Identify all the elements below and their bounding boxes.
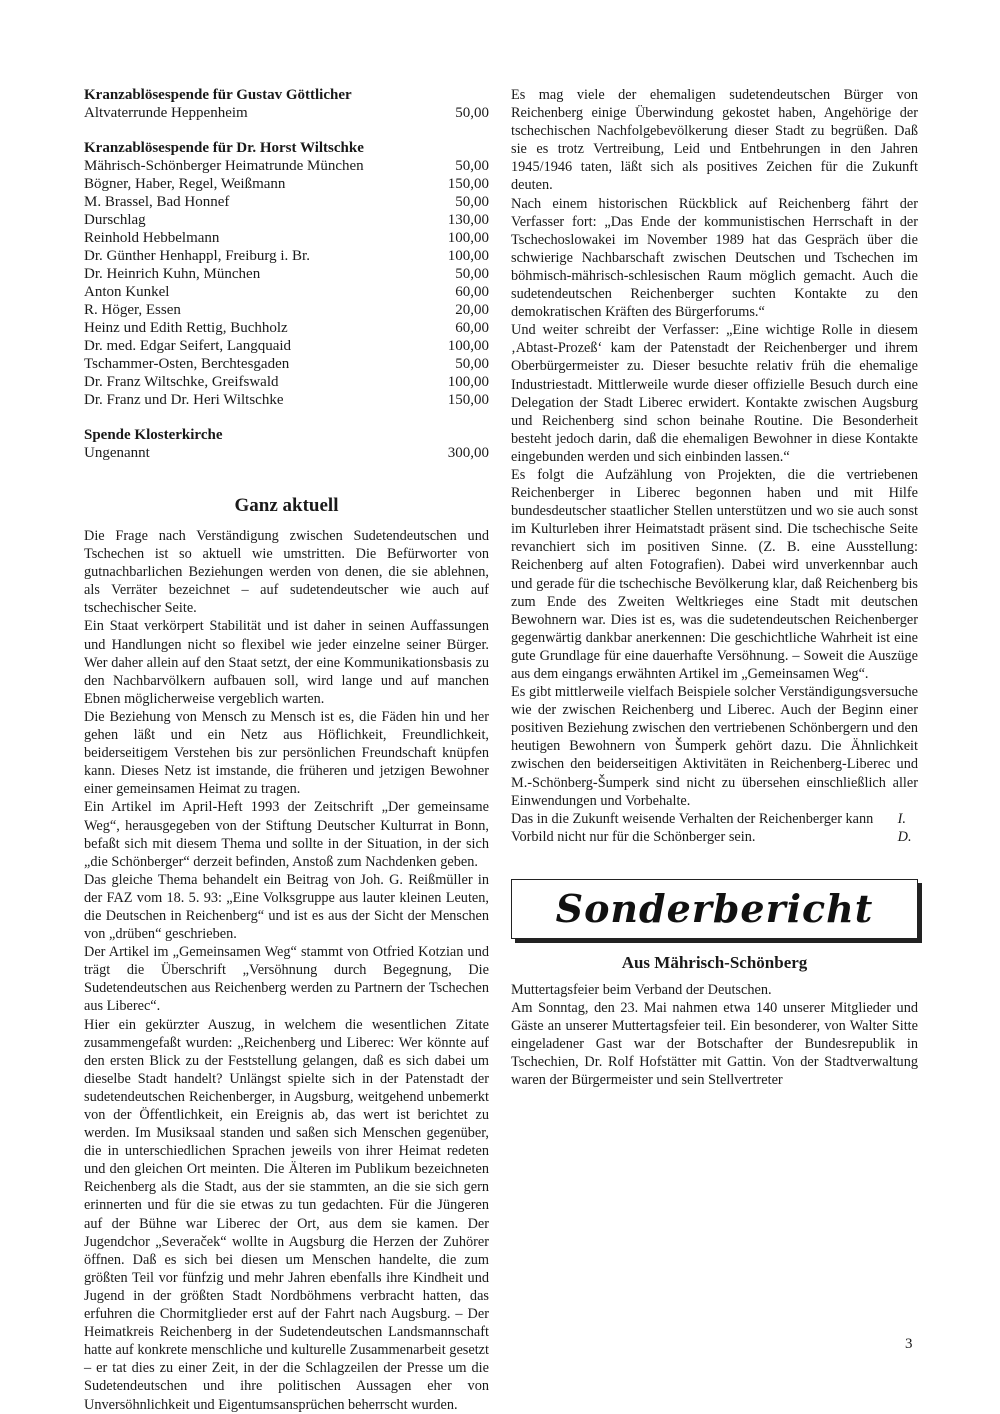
report-paragraph: Am Sonntag, den 23. Mai nahmen etwa 140 unserer Mitglieder und Gäste an unserer Muttertagsfeier teil. Ein besonderer, von Walter Sitte eingeladener Gast war der Botschafter der Bundesrepublik in Tschechien, Dr. Rolf Hofstätter mit Gattin. Von der Stadtverwaltung waren der Bürgermeister und sein Stellvertreter <box>511 1000 918 1089</box>
article-paragraph: Es gibt mittlerweile vielfach Beispiele solcher Verständigungsversuche wie der zwischen Reichenberg und Liberec. Auch der Beginn einer positiven Beziehung zwischen den vertriebenen Schönbergern und den heutigen Bewohnern von Šumperk gehört dazu. Die Ähnlichkeit zwischen den beiderseitigen Aktivitäten in Reichenberg-Liberec und M.-Schönberg-Šumperk sind nicht zu übersehen einschließlich aller Einwendungen und Vorbehalte. <box>511 684 918 809</box>
donation-title: Kranzablösespende für Gustav Göttlicher <box>84 87 352 103</box>
report-paragraph: Muttertagsfeier beim Verband der Deutschen. <box>511 981 772 998</box>
page-number: 3 <box>905 1336 913 1352</box>
donation-row: Mährisch-Schönberger Heimatrunde München 50,00 <box>84 158 489 174</box>
donation-row: Dr. Franz und Dr. Heri Wiltschke 150,00 <box>84 392 489 408</box>
donation-row: Dr. med. Edgar Seifert, Langquaid 100,00 <box>84 338 489 354</box>
article-paragraph: Die Beziehung von Mensch zu Mensch ist es, die Fäden hin und her gehen läßt und ein Netz aus Höflichkeit, Freundlichkeit, beiderseitigem Verstehen bis zur persönlichen Freundschaft knüpfen kann. Dieses Netz ist imstande, die früheren und jetzigen Bewohner einer gemeinsamen Heimat zu tragen. <box>84 708 489 798</box>
donation-list <box>84 426 489 462</box>
article-paragraph: Nach einem historischen Rückblick auf Reichenberg fährt der Verfasser fort: „Das Ende der kommunistischen Herrschaft in der Tschechoslowakei im November 1989 hat das Gespräch über die schwierige Nachbarschaft zwischen Deutschen und Tschechen im böhmisch-mährisch-schlesischen Raum möglich gemacht. Auch die sudetendeutschen Reichenberger suchten Kontakte zu den demokratischen Kräften des Bürgerforums.“ <box>511 195 918 321</box>
banner-title: Sonderbericht <box>555 886 874 932</box>
article-paragraph: Das gleiche Thema behandelt ein Beitrag von Joh. G. Reißmüller in der FAZ vom 18. 5. 93: „Eine Volksgruppe aus lauter kleinen Leuten, die Deutschen in Reichenberg“ und ist es aus der Sicht der Menschen von „drüben“ geschrieben. <box>84 871 489 943</box>
donation-row: R. Höger, Essen 20,00 <box>84 302 489 318</box>
donation-row: Tschammer-Osten, Berchtesgaden 50,00 <box>84 356 489 372</box>
article-signoff <box>511 810 918 846</box>
sonderbericht-banner <box>511 879 918 939</box>
donation-row: Altvaterrunde Heppenheim 50,00 <box>84 105 489 121</box>
article-paragraph: Ein Artikel im April-Heft 1993 der Zeitschrift „Der gemeinsame Weg“, herausgegeben von der Stiftung Deutscher Kulturrat in Bonn, befaßt sich mit diesem Thema und sollte in der Situation, in der sich „die Schönberger“ derzeit befinden, Anstoß zum Nachdenken geben. <box>84 799 489 870</box>
donation-row: Heinz und Edith Rettig, Buchholz 60,00 <box>84 320 489 336</box>
left-column <box>84 86 489 1414</box>
donation-row: Ungenannt 300,00 <box>84 445 489 461</box>
article-paragraph: Der Artikel im „Gemeinsamen Weg“ stammt von Otfried Kotzian und trägt die Überschrift „Versöhnung durch Begegnung, Die Sudetendeutschen aus Reichenberg werden zu Partnern der Tschechen aus Liberec“. <box>84 944 489 1015</box>
article-paragraph: Es folgt die Aufzählung von Projekten, die die vertriebenen Reichenberger in Liberec begonnen haben und mit Hilfe bundesdeutscher staatlicher Stellen unterstützen und wo sie auch sonst im Kulturleben ihrer Heimatstadt präsent sind. Die tschechische Seite revanchiert sich im positiven Sinne. (Z. B. eine Ausstellung: Reichenberg auf alten Fotografien). Dabei wird unverkennbar auch und gerade für die tschechische Bevölkerung klar, daß Reichenberg bis zum Ende des Zweiten Weltkrieges eine Stadt mit deutschen Bewohnern war. Dies ist es, was die sudetendeutschen Reichenberger gegenwärtig dankbar anerkennen: Die geschichtliche Wahrheit ist eine gute Grundlage für eine dauerhafte Versöhnung. – Soweit die Auszüge aus dem eingangs erwähnten Artikel im „Gemeinsamen Weg“. <box>511 466 918 682</box>
article-paragraph: Die Frage nach Verständigung zwischen Sudetendeutschen und Tschechen ist so aktuell wie umstritten. Die Befürworter von gutnachbarlichen Beziehungen werden von denen, die sie ablehnen, als Verräter bezeichnet – auf sudetendeutscher wie auch auf tschechischer Seite. <box>84 528 489 617</box>
donation-list <box>84 139 489 409</box>
donation-row: Dr. Franz Wiltschke, Greifswald 100,00 <box>84 374 489 390</box>
author-signature: I. D. <box>897 810 912 845</box>
donation-row: Anton Kunkel 60,00 <box>84 284 489 300</box>
article-heading: Ganz aktuell <box>234 495 339 516</box>
right-column <box>511 86 918 1090</box>
donation-list <box>84 86 489 122</box>
report-heading: Aus Mährisch-Schönberg <box>621 952 808 972</box>
closing-text: Das in die Zukunft weisende Verhalten der Reichenberger kann Vorbild nicht nur für die Schönberger sein. <box>511 810 874 845</box>
donation-title: Kranzablösespende für Dr. Horst Wiltschke <box>84 140 364 156</box>
donation-row: Dr. Heinrich Kuhn, München 50,00 <box>84 266 489 282</box>
donation-row: Reinhold Hebbelmann 100,00 <box>84 230 489 246</box>
donation-title: Spende Klosterkirche <box>84 427 223 443</box>
donation-row: Bögner, Haber, Regel, Weißmann 150,00 <box>84 176 489 192</box>
donation-row: Dr. Günther Henhappl, Freiburg i. Br. 100,00 <box>84 248 489 264</box>
article-paragraph: Ein Staat verkörpert Stabilität und ist daher in seinen Auffassungen und Handlungen nicht so flexibel wie jeder einzelne seiner Bürger. Wer daher allein auf den Staat setzt, der eine Kommunikationsbasis zu den Nachbarvölkern aufbauen soll, wird lange und auf manchen Ebnen möglicherweise vergeblich warten. <box>84 618 489 707</box>
donation-row: Durschlag 130,00 <box>84 212 489 228</box>
article-paragraph: Es mag viele der ehemaligen sudetendeutschen Bürger von Reichenberg einige Überwindung gekostet haben, Angehörige der tschechischen Nachfolgebevölkerung dieser Stadt zu begrüßen. Daß sie es trotz Vertreibung, Leid und Entbehrungen in den Jahren 1945/1946 taten, läßt sich als positives Zeichen für die Zukunft deuten. <box>511 87 918 194</box>
article-paragraph: Hier ein gekürzter Auszug, in welchem die wesentlichen Zitate zusammengefaßt wurden: „Reichenberg und Liberec: Wer könnte auf den ersten Blick zu der Feststellung gelangen, daß es sich dabei um dieselbe Stadt handelt? Unlängst spielte sich in der Patenstadt der sudetendeutschen Reichenberger, in Augsburg, weitgehend unbemerkt von der Öffentlichkeit, ein Ereignis ab, das wert ist berichtet zu werden. Im Musiksaal standen und saßen sich Menschen gegenüber, die in unterschiedlichen Sprachen jeweils von ihrer Heimat redeten und den gleichen Ort meinten. Die Älteren im Publikum bezeichneten Reichenberg als die Stadt, aus der sie stammten, an die sie sich gern erinnerten und für die sie etwas zu tun gedachten. Für die Jüngeren auf der Bühne war Liberec der Ort, aus dem sie kamen. Der Jugendchor „Severaček“ wollte in Augsburg die Herzen der Zuhörer öffnen. Daß es sich bei diesen um Menschen handelte, die zum größten Teil vor fünfzig und mehr Jahren ebenfalls ihre Kindheit und Jugend in der größten Stadt Nordböhmens verbracht hatten, das erfuhren die Chormitglieder erst auf der Fahrt nach Augsburg. – Der Heimatkreis Reichenberg in der Sudetendeutschen Landsmannschaft hatte auf konkrete menschliche und kulturelle Zusammenarbeit gesetzt – er tat dies zu einer Zeit, in der die Schlagzeilen der Presse um die Sudetendeutschen und ihre politischen Aussagen eher von Unversöhnlichkeit und Eigentumsansprüchen beherrscht wurden. <box>84 1016 489 1413</box>
article-paragraph: Und weiter schreibt der Verfasser: „Eine wichtige Rolle in diesem ‚Abtast-Prozeß‘ kam der Patenstadt der Reichenberger und ihrem Oberbürgermeister zu. Dieser besuchte relativ früh die ehemalige Industriestadt. Mittlerweile wurde dieser offizielle Besuch durch eine Delegation der Stadt Liberec erwidert. Kontakte zwischen Augsburg und Reichenberg sind schon beinahe Routine. Die Besonderheit besteht jedoch darin, daß die ehemaligen Bewohner in diese Kontakte eingebunden werden und sich einbinden lassen.“ <box>511 322 918 465</box>
donation-row: M. Brassel, Bad Honnef 50,00 <box>84 194 489 210</box>
